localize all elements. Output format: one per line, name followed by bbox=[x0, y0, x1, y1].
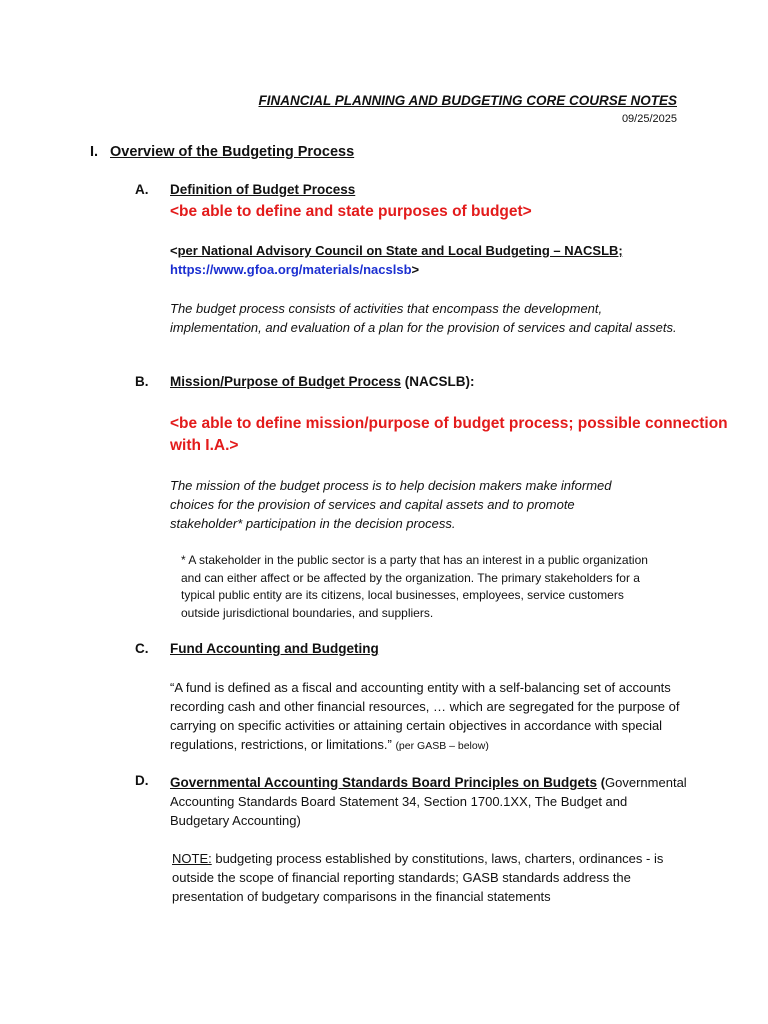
note-body: budgeting process established by constitutions, laws, charters, ordinances - is outside the scope of financial reporting standards; GASB standards address the presentation of budgetary comparisons in the financial statements bbox=[172, 851, 664, 904]
document-title: FINANCIAL PLANNING AND BUDGETING CORE COURSE NOTES bbox=[258, 93, 677, 108]
item-d-statement: Governmental Accounting Standards Board Statement 34, Section 1700.1XX, The Budget and Budgetary Accounting) bbox=[170, 775, 687, 828]
ref-prefix: < bbox=[170, 243, 178, 258]
fund-definition-source: (per GASB – below) bbox=[395, 740, 489, 752]
item-b-heading: Mission/Purpose of Budget Process bbox=[170, 374, 402, 389]
item-c-body bbox=[170, 678, 680, 756]
item-d-heading: Governmental Accounting Standards Board Principles on Budgets bbox=[170, 775, 598, 790]
item-a-letter: A. bbox=[135, 182, 149, 197]
document-date: 09/25/2025 bbox=[621, 113, 677, 125]
section-number: I. bbox=[90, 144, 99, 160]
item-b-heading-line bbox=[170, 374, 475, 389]
item-c-letter: C. bbox=[135, 641, 149, 656]
note-label: NOTE: bbox=[172, 851, 212, 866]
item-a-red-note: <be able to define and state purposes of budget> bbox=[170, 203, 532, 220]
item-b-red-line2: with I.A.> bbox=[170, 437, 239, 454]
item-b-body: The mission of the budget process is to help decision makers make informed choices for the provision of services and capital assets and to promote stakeholder* participation in the decision process. bbox=[170, 478, 612, 531]
item-b-red-line1: <be able to define mission/purpose of budget process; possible connection bbox=[170, 415, 728, 432]
item-d-paren: ( bbox=[597, 775, 606, 790]
fund-definition-quote: “A fund is defined as a fiscal and accounting entity with a self-balancing set of accounts recording cash and other financial resources, … which are segregated for the purpose of carrying on specific activities or attaining certain objectives in accordance with special regulations, restrictions, or limitations.” bbox=[170, 680, 680, 752]
item-a-body: The budget process consists of activities that encompass the development, implementation, and evaluation of a plan for the provision of services and capital assets. bbox=[170, 301, 677, 335]
item-a-heading: Definition of Budget Process bbox=[170, 182, 356, 197]
item-d-note bbox=[172, 849, 682, 906]
gfoa-link[interactable]: https://www.gfoa.org/materials/nacslsb bbox=[170, 262, 412, 277]
item-b-heading-suffix: (NACSLB): bbox=[401, 374, 475, 389]
ref-text: per National Advisory Council on State and Local Budgeting – NACSLB; bbox=[177, 243, 623, 258]
item-a-reference bbox=[170, 241, 690, 279]
ref-suffix: > bbox=[411, 262, 420, 277]
item-b-letter: B. bbox=[135, 374, 149, 389]
section-title: Overview of the Budgeting Process bbox=[110, 144, 355, 160]
item-d-letter: D. bbox=[135, 773, 149, 788]
item-d-heading-block bbox=[170, 773, 690, 830]
item-c-heading: Fund Accounting and Budgeting bbox=[170, 641, 379, 656]
item-b-red-note bbox=[170, 413, 730, 457]
stakeholder-footnote: * A stakeholder in the public sector is a party that has an interest in a public organization and can either affect or be affected by the organization. The primary stakeholders for a typical public entity are its citizens, local businesses, employees, service customers outside jurisdictional boundaries, and suppliers. bbox=[181, 553, 648, 620]
